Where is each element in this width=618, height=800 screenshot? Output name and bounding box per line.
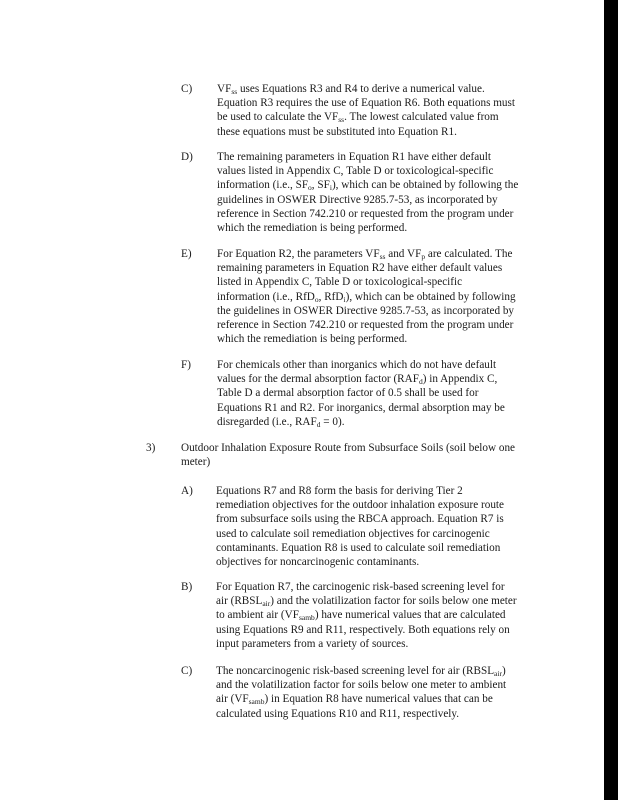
text-line: these equations must be substituted into Equation R1.: [217, 125, 457, 138]
text-line: objectives for noncarcinogenic contaminants.: [216, 556, 420, 569]
text-line: calculated using Equations R10 and R11, respectively.: [216, 707, 460, 720]
text-line: air $(VF_{samb})$ in Equation R8 have numerical values that can be: [216, 693, 493, 707]
subscript: ss: [231, 87, 238, 96]
item-a-equations-r7-r8: [216, 484, 504, 569]
text-line: Equations R1 and R2. For inorganics, dermal absorption may be: [217, 401, 505, 414]
item-label: B): [181, 581, 193, 593]
text-line: the guidelines in OSWER Directive 9285.7-53, as incorporated by: [217, 304, 515, 317]
text-line: information (i.e., $SF_o$, $SF_i$), which can be obtained by following the: [217, 179, 519, 193]
subscript: i: [329, 183, 332, 193]
text-line: from subsurface soils using the RBCA approach. Equation R7 is: [216, 513, 504, 526]
text-line: input parameters from a variety of sources.: [216, 637, 409, 650]
subscript: ss: [379, 252, 386, 261]
subscript: samb: [298, 613, 315, 623]
subscript: o: [314, 294, 319, 304]
item-label: A): [181, 485, 193, 497]
subscript: air: [494, 669, 502, 678]
text-line: Equation R3 requires the use of Equation R6. Both equations must: [217, 97, 515, 110]
item-label: C): [181, 665, 193, 677]
text-line: which the remediation is being performed.: [217, 333, 408, 346]
text-line: Table D a dermal absorption factor of 0.5 shall be used for: [217, 387, 479, 400]
text-line: reference in Section 742.210 or requested from the program under: [217, 319, 514, 332]
text-line: $VF_{ss}$ uses Equations R3 and R4 to derive a numerical value.: [217, 83, 485, 96]
text-line: The remaining parameters in Equation R1 have either default: [217, 151, 491, 163]
text-line: remaining parameters in Equation R2 have either default values: [217, 262, 503, 275]
text-line: listed in Appendix C, Table D or toxicological-specific: [217, 276, 463, 289]
section-number: 3): [146, 442, 156, 454]
item-label: C): [181, 83, 193, 95]
text-line: For chemicals other than inorganics which do not have default: [217, 359, 497, 371]
text-line: used to calculate soil remediation objectives for carcinogenic: [216, 527, 490, 540]
text-line: reference in Section 742.210 or requested from the program under: [217, 207, 514, 220]
item-label: F): [181, 359, 191, 371]
item-b-equation-r7: [216, 580, 517, 651]
text-line: remediation objectives for the outdoor inhalation exposure route: [216, 499, 504, 512]
text-line: which the remediation is being performed.: [217, 222, 408, 235]
item-c-noncarcinogenic: [216, 664, 506, 721]
text-line: The noncarcinogenic risk-based screening level for air $(RBSL_{air})$: [216, 665, 506, 678]
subscript: d: [418, 377, 423, 387]
text-line: meter): [181, 456, 211, 469]
subscript: ss: [338, 115, 345, 125]
item-c-vfss: [217, 82, 515, 139]
text-line: disregarded (i.e., $RAF_d = 0$).: [217, 415, 345, 429]
item-e-equation-r2: [217, 247, 516, 346]
item-label: E): [181, 248, 192, 260]
subscript: i: [343, 294, 346, 304]
text-line: For Equation R2, the parameters $VF_{ss}$ and $VF_p$ are calculated. The: [217, 248, 513, 261]
text-line: information (i.e., RfD$_o$, RfD$_i$), which can be obtained by following: [217, 290, 516, 304]
text-line: values for the dermal absorption factor $(RAF_d)$ in Appendix C,: [217, 373, 498, 387]
text-line: Equations R7 and R8 form the basis for deriving Tier 2: [216, 485, 463, 497]
text-line: to ambient air $(VF_{samb})$ have numerical values that are calculated: [216, 609, 506, 623]
subscript: o: [308, 183, 312, 193]
text-line: values listed in Appendix C, Table D or toxicological-specific: [217, 165, 494, 178]
text-line: For Equation R7, the carcinogenic risk-based screening level for: [216, 581, 505, 593]
text-line: be used to calculate the $VF_{ss}$. The lowest calculated value from: [217, 111, 499, 125]
text-line: using Equations R9 and R11, respectively. Both equations rely on: [216, 623, 510, 636]
item-label: D): [181, 151, 193, 163]
text-line: contaminants. Equation R8 is used to calculate soil remediation: [216, 541, 501, 554]
item-f-dermal-absorption: [217, 358, 505, 429]
section-heading-outdoor-inhalation: [181, 441, 515, 469]
text-line: Outdoor Inhalation Exposure Route from Subsurface Soils (soil below one: [181, 442, 516, 454]
text-line: and the volatilization factor for soils below one meter to ambient: [216, 679, 507, 692]
subscript: d: [316, 419, 321, 429]
text-line: air $(RBSL_{air})$ and the volatilization factor for soils below one meter: [216, 595, 517, 609]
subscript: p: [421, 252, 426, 261]
subscript: samb: [248, 697, 265, 707]
text-line: guidelines in OSWER Directive 9285.7-53, as incorporated by: [217, 193, 498, 206]
item-d-remaining-parameters: [217, 150, 518, 235]
subscript: air: [262, 599, 271, 609]
scan-border: [604, 0, 618, 800]
